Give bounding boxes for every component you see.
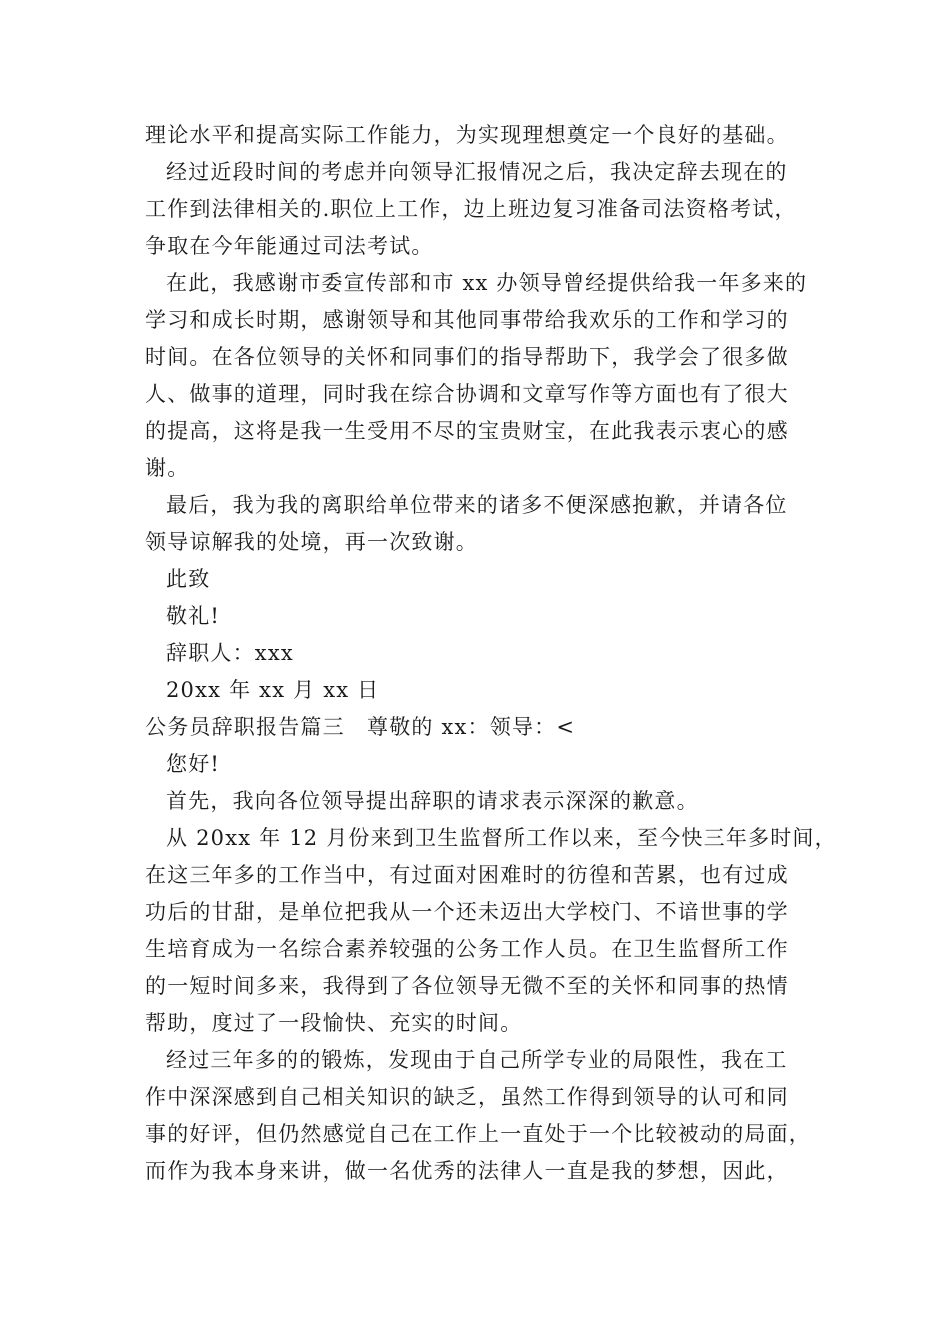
text-line: 在这三年多的工作当中，有过面对困难时的彷徨和苦累，也有过成 xyxy=(145,863,789,887)
text-line: 而作为我本身来讲，做一名优秀的法律人一直是我的梦想，因此， xyxy=(145,1159,789,1183)
text-line: 谢。 xyxy=(145,456,190,480)
text-line: 经过近段时间的考虑并向领导汇报情况之后，我决定辞去现在的 xyxy=(166,160,788,184)
text-line: 学习和成长时期，感谢领导和其他同事带给我欢乐的工作和学习的 xyxy=(145,308,789,332)
text-line: 的一短时间多来，我得到了各位领导无微不至的关怀和同事的热情 xyxy=(145,974,789,998)
text-line: 时间。在各位领导的关怀和同事们的指导帮助下，我学会了很多做 xyxy=(145,345,789,369)
closing-salutation: 此致 xyxy=(166,567,211,591)
text-line: 帮助，度过了一段愉快、充实的时间。 xyxy=(145,1011,523,1035)
text-line: 最后，我为我的离职给单位带来的诸多不便深感抱歉，并请各位 xyxy=(166,493,788,517)
closing-respect: 敬礼! xyxy=(166,604,221,628)
section-heading: 公务员辞职报告篇三 尊敬的 xx：领导：< xyxy=(145,715,576,739)
text-line: 作中深深感到自己相关知识的缺乏，虽然工作得到领导的认可和同 xyxy=(145,1085,789,1109)
text-line: 首先，我向各位领导提出辞职的请求表示深深的歉意。 xyxy=(166,789,699,813)
signature-line: 辞职人：xxx xyxy=(166,641,294,665)
text-line: 理论水平和提高实际工作能力，为实现理想奠定一个良好的基础。 xyxy=(145,123,789,147)
text-line: 人、做事的道理，同时我在综合协调和文章写作等方面也有了很大 xyxy=(145,382,789,406)
text-line: 功后的甘甜，是单位把我从一个还未迈出大学校门、不谙世事的学 xyxy=(145,900,789,924)
text-line: 事的好评，但仍然感觉自己在工作上一直处于一个比较被动的局面， xyxy=(145,1122,811,1146)
text-line: 从 20xx 年 12 月份来到卫生监督所工作以来，至今快三年多时间， xyxy=(166,826,837,850)
text-line: 争取在今年能通过司法考试。 xyxy=(145,234,434,258)
text-line: 在此，我感谢市委宣传部和市 xx 办领导曾经提供给我一年多来的 xyxy=(166,271,808,295)
date-line: 20xx 年 xx 月 xx 日 xyxy=(166,678,380,702)
greeting-line: 您好! xyxy=(166,752,221,776)
text-line: 生培育成为一名综合素养较强的公务工作人员。在卫生监督所工作 xyxy=(145,937,789,961)
text-line: 工作到法律相关的.职位上工作，边上班边复习准备司法资格考试， xyxy=(145,197,797,221)
text-line: 经过三年多的的锻炼，发现由于自己所学专业的局限性，我在工 xyxy=(166,1048,788,1072)
text-line: 的提高，这将是我一生受用不尽的宝贵财宝，在此我表示衷心的感 xyxy=(145,419,789,443)
text-line: 领导谅解我的处境，再一次致谢。 xyxy=(145,530,478,554)
